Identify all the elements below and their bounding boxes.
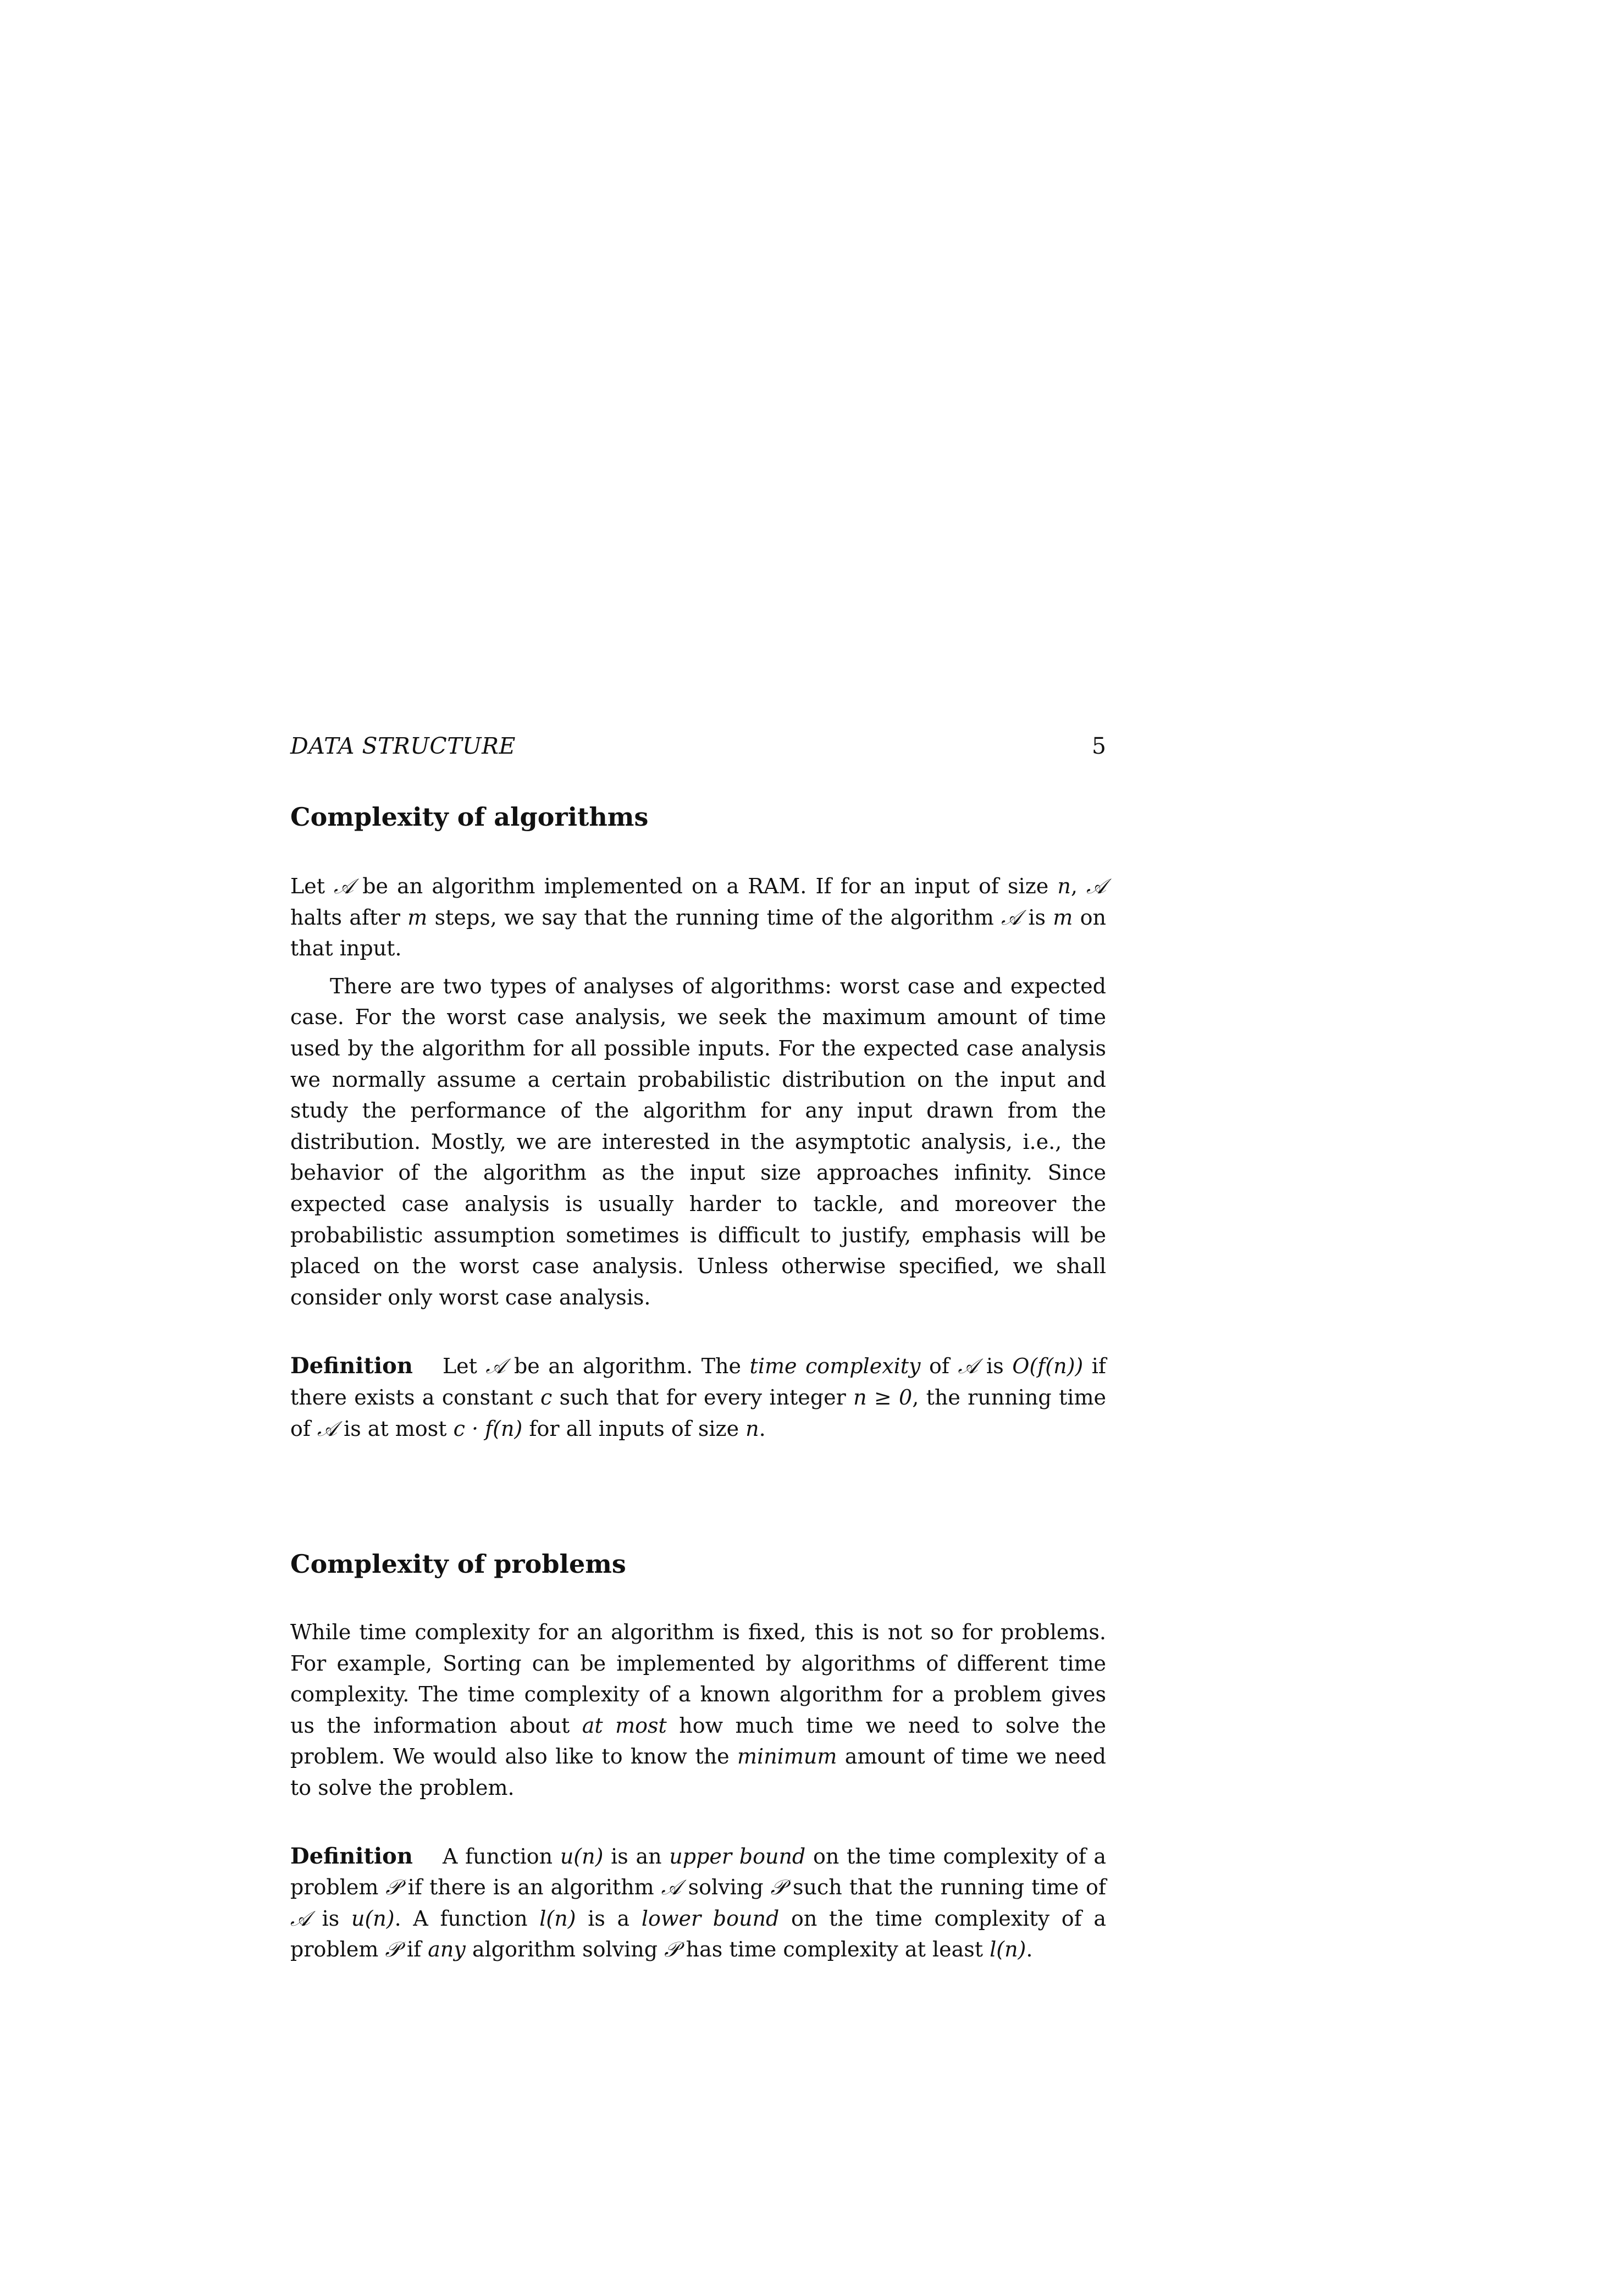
running-title: DATA STRUCTURE <box>290 733 516 759</box>
definition-label: Definition <box>290 1843 413 1869</box>
section-title-algorithms: Complexity of algorithms <box>290 802 649 832</box>
definition-label: Definition <box>290 1353 413 1379</box>
page-number: 5 <box>1091 733 1106 759</box>
page-content <box>290 731 1106 1965</box>
definition-bounds: Definition A function u(n) is an upper bound on the time complexity of a problem 𝒫 if there is an algorithm 𝒜 solving 𝒫 such that the running time of 𝒜 is u(n). A function l(n) is a lower bound on the time complexity of a problem 𝒫 if any algorithm solving 𝒫 has time complexity at least l(n). <box>290 1843 1107 1962</box>
paragraph-problem-complexity: While time complexity for an algorithm is fixed, this is not so for problems. For example, Sorting can be implemented by algorithms of different time complexity. The time complexity of a known algorithm for a problem gives us the information about at most how much time we need to solve the problem. We would also like to know the minimum amount of time we need to solve the problem. <box>290 1620 1107 1800</box>
paragraph-running-time: Let 𝒜 be an algorithm implemented on a RAM. If for an input of size n, 𝒜 halts after m steps, we say that the running time of the algorithm 𝒜 is m on that input. <box>290 874 1106 961</box>
paragraph-analysis-types: There are two types of analyses of algorithms: worst case and expected case. For the worst case analysis, we seek the maximum amount of time used by the algorithm for all possible inputs. For the expected case analysis we normally assume a certain probabilistic distribution on the input and study the performance of the algorithm for any input drawn from the distribution. Mostly, we are interested in the asymptotic analysis, i.e., the behavior of the algorithm as the input size approaches infinity. Since expected case analysis is usually harder to tackle, and moreover the probabilistic assumption sometimes is difficult to justify, emphasis will be placed on the worst case analysis. Unless otherwise specified, we shall consider only worst case analysis. <box>290 974 1106 1309</box>
running-head <box>290 731 1106 761</box>
definition-time-complexity: Definition Let 𝒜 be an algorithm. The time complexity of 𝒜 is O(f(n)) if there exists a constant c such that for every integer n ≥ 0, the running time of 𝒜 is at most c · f(n) for all inputs of size n. <box>290 1353 1106 1441</box>
section-title-problems: Complexity of problems <box>290 1549 626 1579</box>
